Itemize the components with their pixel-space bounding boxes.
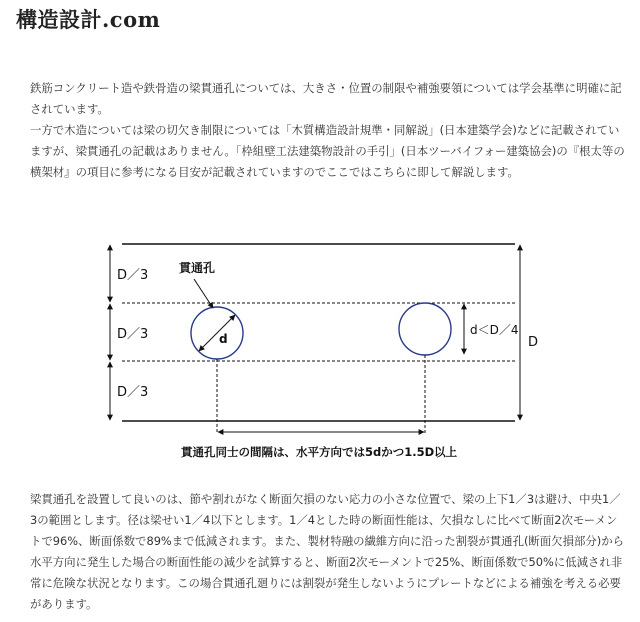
penetration-hole-right <box>399 303 451 355</box>
label-spacing: 貫通孔同士の間隔は、水平方向では5dかつ1.5D以上 <box>181 445 458 459</box>
label-depth: D <box>528 335 539 350</box>
label-third-bot: D／3 <box>117 385 149 400</box>
hole-leader-line <box>194 279 213 308</box>
outro-paragraph-1: 梁貫通孔を設置して良いのは、節や割れがなく断面欠損のない応力の小さな位置で、梁の上下1／3は避け、中央1／3の範囲とします。径は梁せい1／4以下とします。1／4とした時の断面性能は、欠損なしに比べて断面2次モーメントで96%、断面係数で89%まで低減されます。また、製材特融の繊維方向に沿った割裂が貫通孔(断面欠損部分)から水平方向に発生した場合の断面性能の減少を試算すると、断面2次モーメントで25%、断面係数で50%に低減され非常に危険な状況となります。この場合貫通孔廻りには割裂が発生しないようにプレートなどによる補強を考える必要があります。 <box>30 492 624 611</box>
label-third-top: D／3 <box>117 268 149 283</box>
label-hole: 貫通孔 <box>179 261 216 275</box>
intro-paragraph-2: 一方で木造については梁の切欠き制限については「木質構造設計規準・同解説」(日本建築学会)などに記載されていますが、梁貫通孔の記載はありません。「枠組壁工法建築物設計の手引」(日本ツーバイフォー建築協会)の『根太等の横架材』の項目に参考になる目安が記載されていますのでここではこちらに即して解説します。 <box>30 123 625 179</box>
label-d: d <box>219 332 228 346</box>
hole-diameter-arrow <box>199 315 235 351</box>
outro-text <box>30 489 626 615</box>
label-d-limit: d＜D／4 <box>470 323 519 337</box>
label-third-mid: D／3 <box>117 327 149 342</box>
site-title[interactable]: 構造設計.com <box>16 7 161 32</box>
intro-paragraph-1: 鉄筋コンクリート造や鉄骨造の梁貫通孔については、大きさ・位置の制限や補強要領については学会基準に明確に記されています。 <box>30 81 622 116</box>
